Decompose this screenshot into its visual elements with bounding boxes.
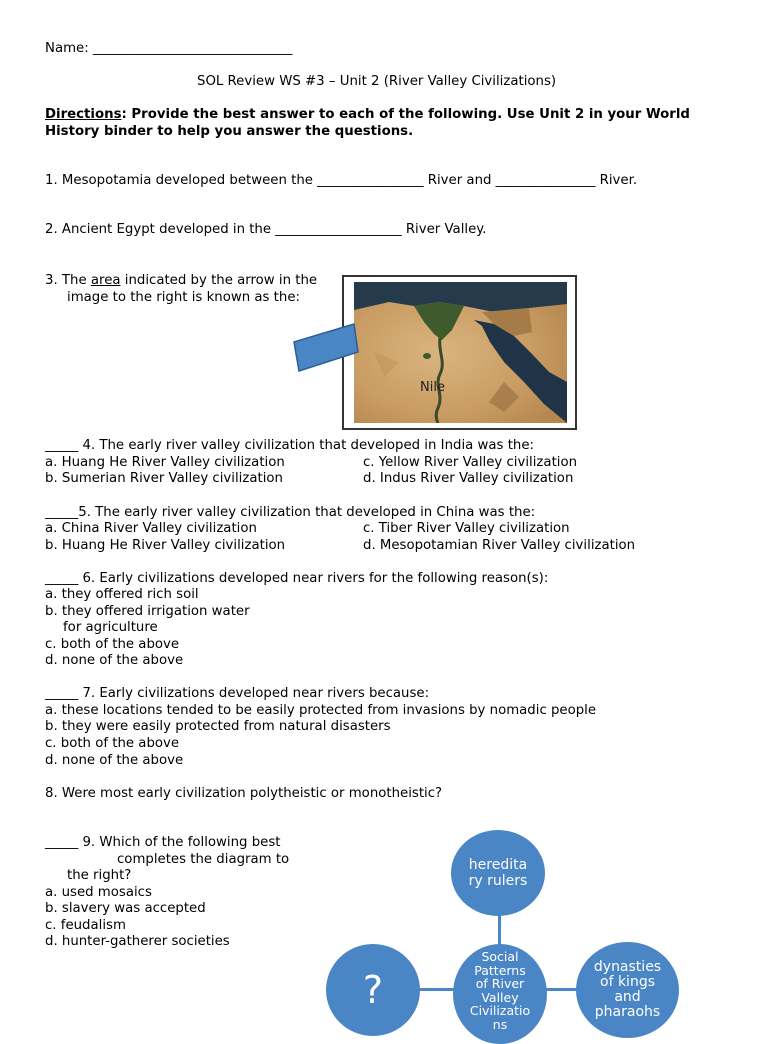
node-unknown [326,944,420,1036]
question-9-option-a: a. used mosaics [45,885,152,900]
directions-label: Directions [45,107,122,122]
connector-left [420,988,456,991]
question-7-option-a: a. these locations tended to be easily protected from invasions by nomadic people [45,703,597,718]
question-8: 8. Were most early civilization polytheistic or monotheistic? [45,786,443,801]
question-5-option-a: a. China River Valley civilization [45,521,257,536]
node-social-patterns [453,944,547,1044]
question-9-option-b: b. slavery was accepted [45,901,206,916]
question-5-stem: _____5. The early river valley civilization that developed in China was the: [45,505,536,520]
question-3-suffix: indicated by the arrow in the [120,273,318,288]
question-6-option-a: a. they offered rich soil [45,587,199,602]
node-hereditary-rulers [451,830,545,916]
question-7-stem: _____ 7. Early civilizations developed near rivers because: [45,686,430,701]
question-5-option-b: b. Huang He River Valley civilization [45,538,286,553]
question-9-stem-line3: the right? [67,868,132,883]
directions-text: : Provide the best answer to each of the following. Use Unit 2 in your World [121,107,690,122]
question-1: 1. Mesopotamia developed between the ________________ River and _______________ River. [45,173,638,188]
question-6-option-d: d. none of the above [45,653,184,668]
question-6-option-c: c. both of the above [45,637,180,652]
question-7-option-b: b. they were easily protected from natural disasters [45,719,391,734]
node-social-patterns-label: Social Patterns of River Valley Civilizatio ns [469,949,531,1032]
nile-label: Nile [420,380,445,395]
map-image [354,282,567,423]
question-3-prefix: 3. The [45,273,91,288]
question-4-option-d: d. Indus River Valley civilization [363,471,574,486]
worksheet-title: SOL Review WS #3 – Unit 2 (River Valley Civilizations) [197,74,557,89]
connector-right [545,988,579,991]
question-5-option-c: c. Tiber River Valley civilization [363,521,570,536]
question-3 [45,273,317,290]
node-hereditary-rulers-label: heredita ry rulers [468,857,528,889]
question-5-option-d: d. Mesopotamian River Valley civilization [363,538,636,553]
question-9-stem: _____ 9. Which of the following best [45,835,281,850]
question-4-option-b: b. Sumerian River Valley civilization [45,471,283,486]
question-6-option-b-cont: for agriculture [63,620,158,635]
question-4-option-a: a. Huang He River Valley civilization [45,455,285,470]
question-9-option-c: c. feudalism [45,918,126,933]
name-field-label: Name: ______________________________ [45,41,293,56]
question-6-option-b: b. they offered irrigation water [45,604,250,619]
question-3-line2: image to the right is known as the: [67,290,300,305]
question-4-stem: _____ 4. The early river valley civilization that developed in India was the: [45,438,534,453]
egypt-satellite-map [342,275,577,430]
question-7-option-d: d. none of the above [45,753,184,768]
arrow-icon [290,320,362,376]
question-7-option-c: c. both of the above [45,736,180,751]
question-4-option-c: c. Yellow River Valley civilization [363,455,578,470]
question-9-stem-line2: completes the diagram to [117,852,290,867]
directions-text-line2: History binder to help you answer the questions. [45,124,414,139]
question-3-underlined: area [90,273,121,288]
question-9-option-d: d. hunter-gatherer societies [45,934,230,949]
node-dynasties-label: dynasties of kings and pharaohs [593,959,662,1020]
question-2: 2. Ancient Egypt developed in the ___________________ River Valley. [45,222,487,237]
directions [45,107,690,124]
question-6-stem: _____ 6. Early civilizations developed near rivers for the following reason(s): [45,571,549,586]
node-unknown-label: ? [362,968,384,1012]
